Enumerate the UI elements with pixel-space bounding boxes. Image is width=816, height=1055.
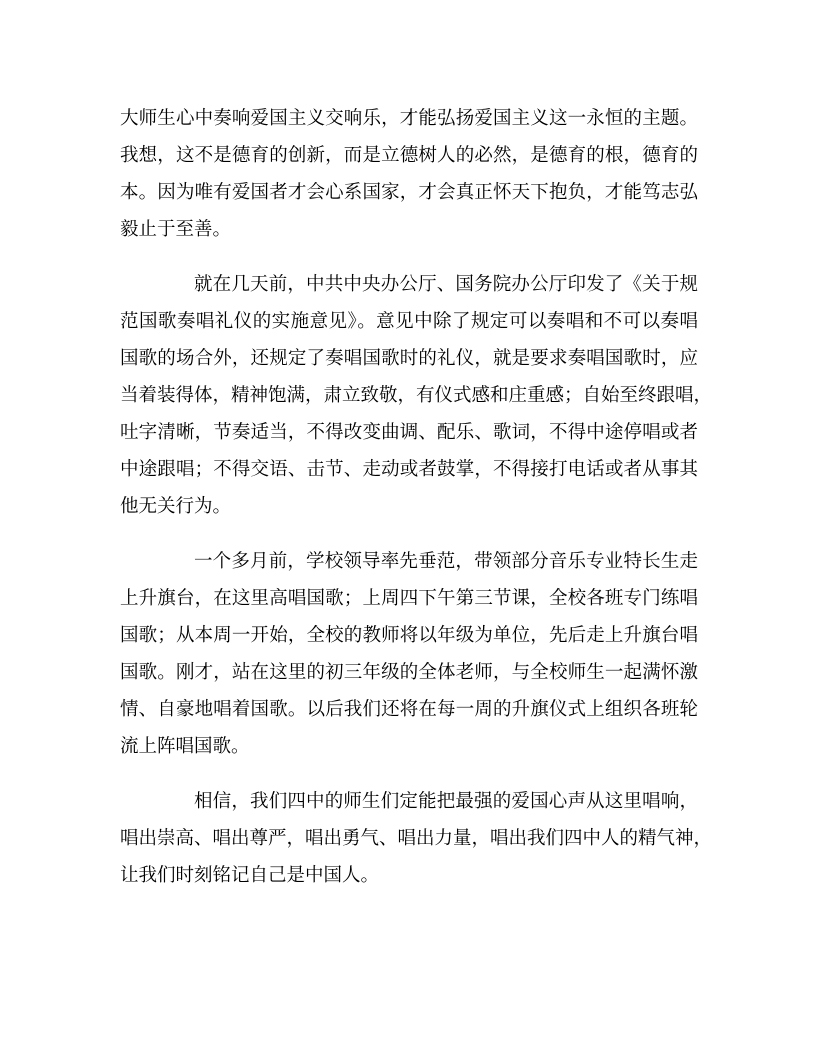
text-line: 我想，这不是德育的创新，而是立德树人的必然，是德育的根，德育的: [120, 145, 698, 166]
text-line: 他无关行为。: [120, 496, 232, 517]
text-line: 唱出崇高、唱出尊严，唱出勇气、唱出力量，唱出我们四中人的精气神，: [120, 828, 713, 849]
text-line: 国歌。刚才，站在这里的初三年级的全体老师，与全校师生一起满怀激: [120, 662, 698, 683]
text-line: 国歌的场合外，还规定了奏唱国歌时的礼仪，就是要求奏唱国歌时，应: [120, 348, 698, 369]
document-body: [120, 100, 713, 894]
paragraph-3: [120, 543, 698, 765]
paragraph-4: [120, 783, 713, 894]
text-line: 本。因为唯有爱国者才会心系国家，才会真正怀天下抱负，才能笃志弘: [120, 182, 698, 203]
text-line: 国歌；从本周一开始，全校的教师将以年级为单位，先后走上升旗台唱: [120, 625, 698, 646]
text-line: 大师生心中奏响爱国主义交响乐，才能弘扬爱国主义这一永恒的主题。: [120, 108, 698, 129]
paragraph-2: [120, 266, 713, 525]
text-line: 当着装得体，精神饱满，肃立致敬，有仪式感和庄重感；自始至终跟唱，: [120, 385, 713, 406]
text-line: 中途跟唱；不得交语、击节、走动或者鼓掌，不得接打电话或者从事其: [120, 459, 698, 480]
text-line: 毅止于至善。: [120, 219, 232, 240]
text-line: 让我们时刻铭记自己是中国人。: [120, 865, 380, 886]
text-line: 一个多月前，学校领导率先垂范，带领部分音乐专业特长生走: [194, 551, 698, 572]
paragraph-1: [120, 100, 698, 248]
text-line: 相信，我们四中的师生们定能把最强的爱国心声从这里唱响，: [194, 791, 698, 812]
text-line: 范国歌奏唱礼仪的实施意见》。意见中除了规定可以奏唱和不可以奏唱: [120, 311, 698, 332]
text-line: 流上阵唱国歌。: [120, 736, 250, 757]
text-line: 上升旗台，在这里高唱国歌；上周四下午第三节课，全校各班专门练唱: [120, 588, 698, 609]
text-line: 就在几天前，中共中央办公厅、国务院办公厅印发了《关于规: [194, 274, 698, 295]
text-line: 吐字清晰，节奏适当，不得改变曲调、配乐、歌词，不得中途停唱或者: [120, 422, 698, 443]
text-line: 情、自豪地唱着国歌。以后我们还将在每一周的升旗仪式上组织各班轮: [120, 699, 698, 720]
